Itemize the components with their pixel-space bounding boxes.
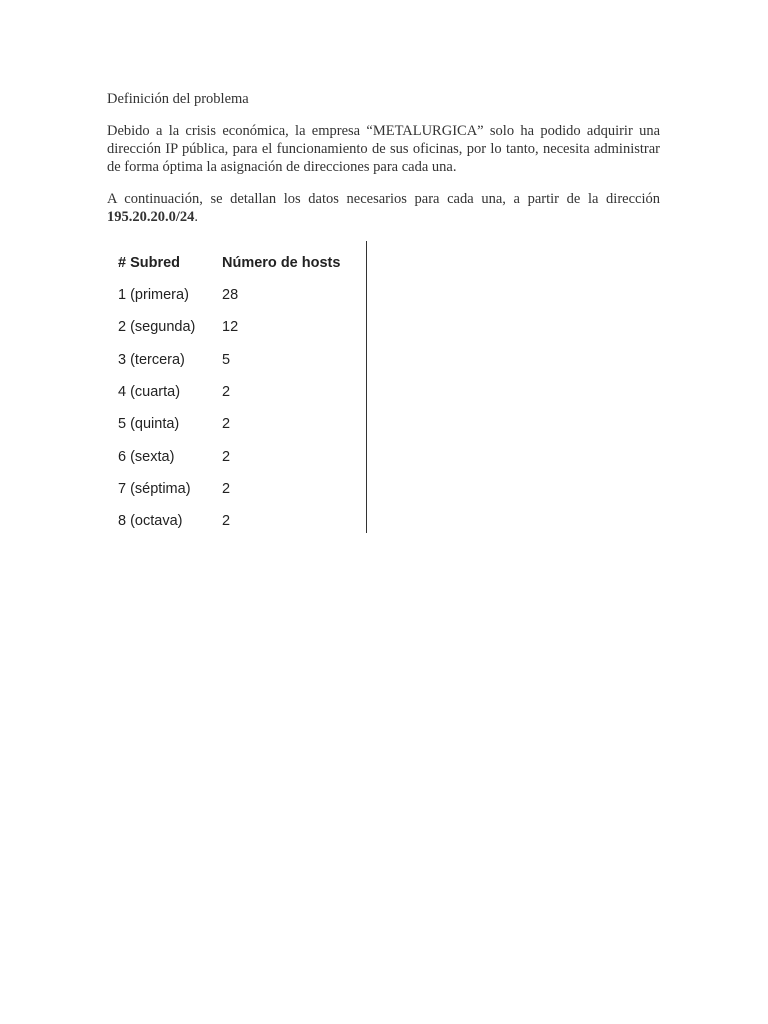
subnet-cell: 5 (quinta) xyxy=(118,416,180,433)
subnet-table-container xyxy=(107,241,367,533)
table-row xyxy=(118,473,352,505)
table-header-row xyxy=(118,247,352,279)
column-header-hosts: Número de hosts xyxy=(222,255,341,271)
table-row xyxy=(118,344,352,376)
table-row xyxy=(118,505,352,537)
subnet-table xyxy=(118,247,352,537)
hosts-cell: 2 xyxy=(222,384,231,401)
address-paragraph-suffix: . xyxy=(194,209,199,225)
hosts-cell: 28 xyxy=(222,287,239,304)
subnet-cell: 7 (séptima) xyxy=(118,480,191,497)
subnet-cell: 1 (primera) xyxy=(118,287,189,304)
hosts-cell: 2 xyxy=(222,480,231,497)
hosts-cell: 12 xyxy=(222,319,239,336)
intro-paragraph: Debido a la crisis económica, la empresa “METALURGICA” solo ha podido adquirir una dirección IP pública, para el funcionamiento de sus oficinas, por lo tanto, necesita administrar de forma óptima la asignación de direcciones para cada una. xyxy=(107,123,660,175)
document-body xyxy=(107,91,660,240)
table-row xyxy=(118,440,352,472)
address-paragraph xyxy=(107,190,660,226)
column-header-subnet: # Subred xyxy=(118,255,181,271)
address-paragraph-prefix: A continuación, se detallan los datos necesarios para cada una, a partir de la dirección xyxy=(107,191,660,207)
hosts-cell: 2 xyxy=(222,416,231,433)
hosts-cell: 2 xyxy=(222,513,231,530)
subnet-cell: 6 (sexta) xyxy=(118,448,175,465)
subnet-cell: 8 (octava) xyxy=(118,513,183,530)
subnet-cell: 4 (cuarta) xyxy=(118,384,181,401)
table-row xyxy=(118,408,352,440)
subnet-cell: 2 (segunda) xyxy=(118,319,196,336)
table-row xyxy=(118,311,352,343)
table-row xyxy=(118,376,352,408)
subnet-cell: 3 (tercera) xyxy=(118,351,185,368)
hosts-cell: 2 xyxy=(222,448,231,465)
network-address: 195.20.20.0/24 xyxy=(107,209,195,225)
section-heading: Definición del problema xyxy=(107,91,249,107)
hosts-cell: 5 xyxy=(222,351,231,368)
table-row xyxy=(118,279,352,311)
